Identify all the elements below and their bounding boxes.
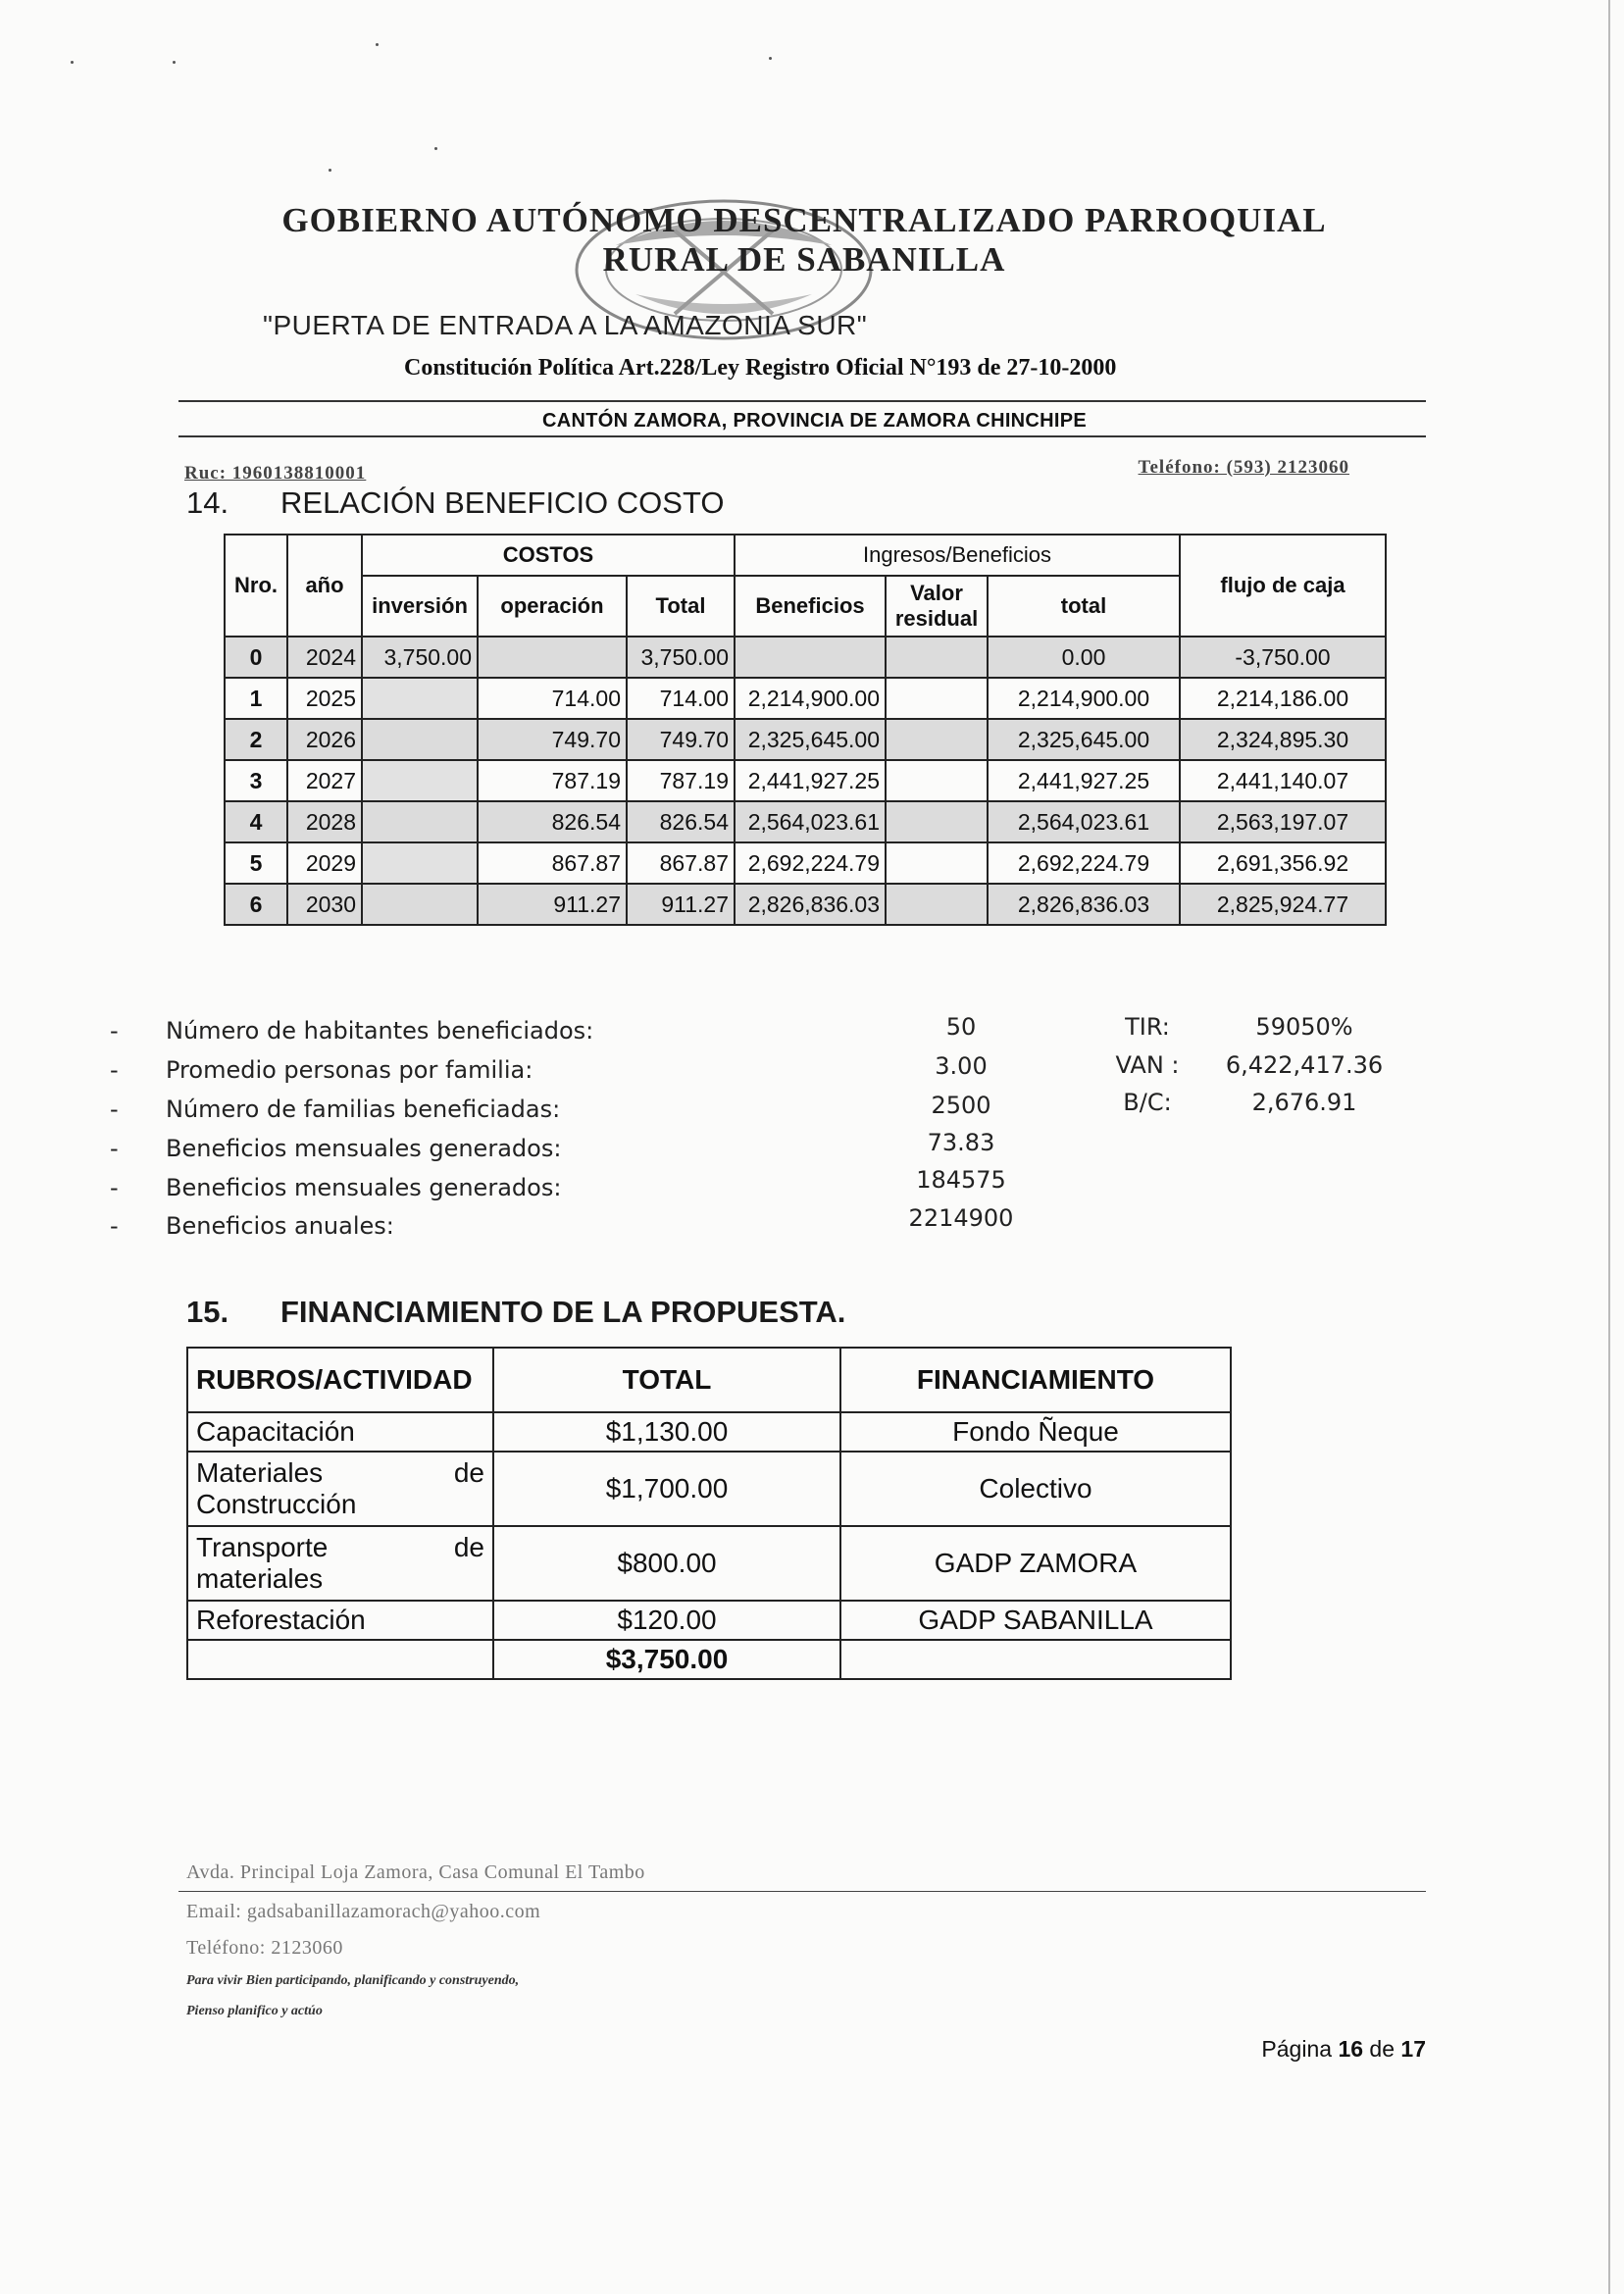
kpi-value-bc: 2,676.91 <box>1251 1089 1357 1116</box>
kpi-value-van: 6,422,417.36 <box>1225 1051 1384 1079</box>
rubro-text: materiales <box>196 1563 324 1594</box>
page-prefix: Página <box>1261 2036 1333 2062</box>
cell-total-ingresos: 2,214,900.00 <box>988 678 1180 719</box>
page-total: 17 <box>1400 2036 1426 2062</box>
cell-financiamiento: GADP SABANILLA <box>840 1601 1231 1640</box>
footer-address: Avda. Principal Loja Zamora, Casa Comunal El Tambo <box>186 1861 645 1883</box>
indicator-value: 50 <box>945 1013 977 1041</box>
table-row <box>225 719 1386 760</box>
footer-email: Email: gadsabanillazamorach@yahoo.com <box>186 1901 541 1922</box>
cell-residual <box>886 760 988 801</box>
organization-title-line1: GOBIERNO AUTÓNOMO DESCENTRALIZADO PARROQUIAL <box>281 201 1327 239</box>
section-14-heading <box>186 485 724 521</box>
footer-slogan: Para vivir Bien participando, planificando y construyendo, <box>186 1973 520 1988</box>
total-row <box>187 1640 1231 1679</box>
cell-anio: 2029 <box>287 842 362 884</box>
scan-edge-line <box>1608 0 1610 2294</box>
rubro-text: Transporte <box>196 1532 329 1562</box>
cell-anio: 2027 <box>287 760 362 801</box>
indicator-value: 2500 <box>931 1092 991 1119</box>
cell-operacion: 787.19 <box>478 760 627 801</box>
cell-flujo: 2,691,356.92 <box>1180 842 1386 884</box>
cell-rubro <box>187 1601 493 1640</box>
kpi-label-tir: TIR: <box>1125 1013 1170 1041</box>
table-row <box>187 1526 1231 1601</box>
bullet: - <box>110 1096 119 1123</box>
header-phone: Teléfono: (593) 2123060 <box>1138 457 1349 478</box>
rubro-text: Capacitación <box>196 1416 355 1447</box>
cell-total-ingresos: 2,325,645.00 <box>988 719 1180 760</box>
table-row <box>225 801 1386 842</box>
cell-rubro <box>187 1452 493 1526</box>
cell-total: $800.00 <box>493 1526 840 1601</box>
cell-total: 867.87 <box>627 842 735 884</box>
cell-inversion <box>362 760 478 801</box>
cell-total: 749.70 <box>627 719 735 760</box>
page-current: 16 <box>1338 2036 1364 2062</box>
cell-financiamiento: Fondo Ñeque <box>840 1412 1231 1452</box>
cell-total: $1,130.00 <box>493 1412 840 1452</box>
cell-inversion <box>362 801 478 842</box>
header-beneficios: Beneficios <box>735 576 886 637</box>
table-row <box>225 760 1386 801</box>
bullet: - <box>110 1174 119 1201</box>
header-divider <box>178 435 1426 437</box>
cell-flujo: 2,441,140.07 <box>1180 760 1386 801</box>
cell-nro: 5 <box>225 842 287 884</box>
cell-total: 3,750.00 <box>627 637 735 678</box>
bullet: - <box>110 1135 119 1162</box>
cell-total: $1,700.00 <box>493 1452 840 1526</box>
indicator-value: 184575 <box>916 1166 1006 1194</box>
cell-anio: 2030 <box>287 884 362 925</box>
cost-benefit-table <box>224 534 1387 926</box>
cell-rubro <box>187 1412 493 1452</box>
cell-inversion <box>362 884 478 925</box>
rubro-text: Construcción <box>196 1489 357 1519</box>
cell-total-ingresos: 2,826,836.03 <box>988 884 1180 925</box>
header-divider <box>178 400 1426 402</box>
indicator-label: Número de familias beneficiadas: <box>166 1096 561 1123</box>
indicator-label: Beneficios mensuales generados: <box>166 1135 562 1162</box>
cell-beneficios <box>735 637 886 678</box>
cell-nro: 0 <box>225 637 287 678</box>
cell-anio: 2024 <box>287 637 362 678</box>
page-separator: de <box>1369 2036 1396 2062</box>
cell-total: 714.00 <box>627 678 735 719</box>
rubro-text: Reforestación <box>196 1605 366 1635</box>
cell-anio: 2028 <box>287 801 362 842</box>
header-total: TOTAL <box>493 1348 840 1412</box>
indicator-value: 3.00 <box>935 1052 988 1080</box>
cell-inversion <box>362 719 478 760</box>
cell-nro: 3 <box>225 760 287 801</box>
indicator-label: Beneficios anuales: <box>166 1212 394 1240</box>
cell-beneficios: 2,325,645.00 <box>735 719 886 760</box>
cell-residual <box>886 637 988 678</box>
cell-operacion: 826.54 <box>478 801 627 842</box>
header-anio: año <box>287 535 362 637</box>
cell-operacion <box>478 637 627 678</box>
cell-nro: 2 <box>225 719 287 760</box>
organization-title-line2: RURAL DE SABANILLA <box>602 240 1006 279</box>
table-row <box>225 637 1386 678</box>
kpi-label-van: VAN : <box>1115 1051 1180 1079</box>
cell-total: 787.19 <box>627 760 735 801</box>
kpi-label-bc: B/C: <box>1123 1089 1172 1116</box>
header-nro: Nro. <box>225 535 287 637</box>
scan-speck <box>329 169 331 172</box>
cell-anio: 2025 <box>287 678 362 719</box>
header-total-ingresos: total <box>988 576 1180 637</box>
cell-anio: 2026 <box>287 719 362 760</box>
cell-total-ingresos: 2,564,023.61 <box>988 801 1180 842</box>
ruc-number: Ruc: 1960138810001 <box>184 463 367 484</box>
table-row <box>225 842 1386 884</box>
section-15-heading <box>186 1295 845 1330</box>
footer-slogan: Pienso planifico y actúo <box>186 2004 323 2018</box>
header-flujo: flujo de caja <box>1180 535 1386 637</box>
cell-inversion: 3,750.00 <box>362 637 478 678</box>
financing-table <box>186 1347 1232 1680</box>
indicator-label: Número de habitantes beneficiados: <box>166 1017 594 1045</box>
table-row <box>187 1412 1231 1452</box>
cell-total: 911.27 <box>627 884 735 925</box>
scan-speck <box>173 61 176 64</box>
section-title: FINANCIAMIENTO DE LA PROPUESTA. <box>280 1295 846 1329</box>
cell-beneficios: 2,564,023.61 <box>735 801 886 842</box>
grand-total: $3,750.00 <box>493 1640 840 1679</box>
scan-speck <box>769 57 772 60</box>
cell-flujo: 2,825,924.77 <box>1180 884 1386 925</box>
table-row <box>187 1601 1231 1640</box>
table-row <box>225 678 1386 719</box>
kpi-value-tir: 59050% <box>1255 1013 1353 1041</box>
page-number <box>1261 2036 1426 2063</box>
cell-financiamiento: GADP ZAMORA <box>840 1526 1231 1601</box>
indicator-value: 2214900 <box>908 1204 1014 1232</box>
table-row <box>225 884 1386 925</box>
cell-financiamiento-empty <box>840 1640 1231 1679</box>
cell-beneficios: 2,826,836.03 <box>735 884 886 925</box>
cell-beneficios: 2,214,900.00 <box>735 678 886 719</box>
cell-inversion <box>362 842 478 884</box>
cell-operacion: 749.70 <box>478 719 627 760</box>
footer-divider <box>178 1891 1426 1892</box>
cell-total: $120.00 <box>493 1601 840 1640</box>
cell-total-ingresos: 0.00 <box>988 637 1180 678</box>
cell-total-ingresos: 2,441,927.25 <box>988 760 1180 801</box>
cell-operacion: 867.87 <box>478 842 627 884</box>
cell-residual <box>886 884 988 925</box>
bullet: - <box>110 1056 119 1084</box>
indicator-label: Promedio personas por familia: <box>166 1056 533 1084</box>
section-number: 14. <box>186 485 229 520</box>
cell-rubro-empty <box>187 1640 493 1679</box>
cell-residual <box>886 801 988 842</box>
cell-nro: 6 <box>225 884 287 925</box>
cell-financiamiento: Colectivo <box>840 1452 1231 1526</box>
rubro-text: de <box>453 1457 484 1488</box>
motto: "PUERTA DE ENTRADA A LA AMAZONIA SUR" <box>263 310 868 340</box>
constitution-reference: Constitución Política Art.228/Ley Registro Oficial N°193 de 27-10-2000 <box>404 355 1117 381</box>
cell-total: 826.54 <box>627 801 735 842</box>
cell-beneficios: 2,692,224.79 <box>735 842 886 884</box>
cell-total-ingresos: 2,692,224.79 <box>988 842 1180 884</box>
header-valor-residual: Valor residual <box>886 576 988 637</box>
header-costos: COSTOS <box>362 535 735 576</box>
bullet: - <box>110 1017 119 1045</box>
rubro-text: de <box>453 1532 484 1562</box>
header-ingresos: Ingresos/Beneficios <box>735 535 1180 576</box>
cell-inversion <box>362 678 478 719</box>
cell-flujo: 2,563,197.07 <box>1180 801 1386 842</box>
section-number: 15. <box>186 1295 229 1329</box>
table-row <box>187 1452 1231 1526</box>
cell-operacion: 911.27 <box>478 884 627 925</box>
cell-beneficios: 2,441,927.25 <box>735 760 886 801</box>
cell-flujo: -3,750.00 <box>1180 637 1386 678</box>
header-operacion: operación <box>478 576 627 637</box>
footer-phone: Teléfono: 2123060 <box>186 1937 343 1959</box>
cell-residual <box>886 678 988 719</box>
header-financiamiento: FINANCIAMIENTO <box>840 1348 1231 1412</box>
scan-speck <box>71 61 74 64</box>
cell-nro: 4 <box>225 801 287 842</box>
rubro-text: Materiales <box>196 1457 324 1488</box>
cell-residual <box>886 842 988 884</box>
indicator-value: 73.83 <box>927 1129 995 1156</box>
cell-residual <box>886 719 988 760</box>
bullet: - <box>110 1212 119 1240</box>
cell-operacion: 714.00 <box>478 678 627 719</box>
header-total-costos: Total <box>627 576 735 637</box>
cell-flujo: 2,324,895.30 <box>1180 719 1386 760</box>
header-rubros: RUBROS/ACTIVIDAD <box>187 1348 493 1412</box>
cell-nro: 1 <box>225 678 287 719</box>
canton-province: CANTÓN ZAMORA, PROVINCIA DE ZAMORA CHINCHIPE <box>542 410 1088 432</box>
header-inversion: inversión <box>362 576 478 637</box>
section-title: RELACIÓN BENEFICIO COSTO <box>280 485 725 520</box>
scan-speck <box>376 43 379 46</box>
cell-flujo: 2,214,186.00 <box>1180 678 1386 719</box>
indicator-label: Beneficios mensuales generados: <box>166 1174 562 1201</box>
scan-speck <box>434 147 437 150</box>
cell-rubro <box>187 1526 493 1601</box>
